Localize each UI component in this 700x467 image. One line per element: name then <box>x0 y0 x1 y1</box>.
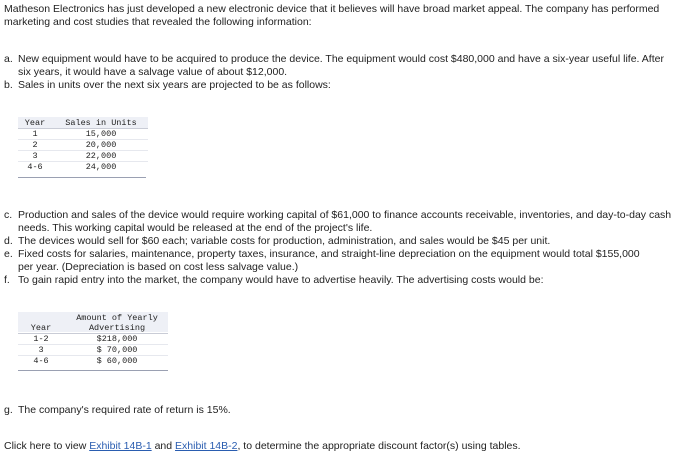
table-cell: $ 60,000 <box>96 356 138 366</box>
item-c <box>4 209 684 235</box>
table-cell: 20,000 <box>85 140 117 150</box>
table-cell: 2 <box>32 140 38 150</box>
item-letter: b. <box>4 79 13 91</box>
footer-prefix: Click here to view <box>4 440 90 452</box>
table-cell: 22,000 <box>85 151 117 161</box>
item-f <box>4 274 684 287</box>
item-b <box>4 79 684 92</box>
item-text: New equipment would have to be acquired to produce the device. The equipment would cost $480,000 and have a six-year useful life. After six years, it would have a salvage value of about $12,000. <box>18 53 664 78</box>
item-text: Sales in units over the next six years are projected to be as follows: <box>18 79 331 91</box>
item-letter: g. <box>4 404 13 416</box>
item-e <box>4 248 684 274</box>
advertising-table <box>18 312 168 370</box>
sales-header-units: Sales in Units <box>65 118 137 128</box>
table-cell: 1-2 <box>33 334 49 344</box>
intro-paragraph: Matheson Electronics has just developed a new electronic device that it believes will have broad market appeal. The company has performed marketing and cost studies that revealed the following information: <box>4 3 660 28</box>
table-cell: 3 <box>32 151 38 161</box>
table-cell: $ 70,000 <box>96 345 138 355</box>
item-letter: a. <box>4 53 13 65</box>
sales-header-year: Year <box>24 118 46 128</box>
item-text: The company's required rate of return is 15%. <box>18 404 231 416</box>
exhibit-14b-2-link[interactable]: Exhibit 14B-2 <box>175 440 238 452</box>
item-g <box>4 404 684 417</box>
table-cell: $218,000 <box>96 334 138 344</box>
item-text: Production and sales of the device would require working capital of $61,000 to finance accounts receivable, inventories, and day-to-day cash needs. This working capital would be released at the end of the project's life. <box>18 209 672 234</box>
adv-header-amount-line1: Amount of Yearly <box>76 313 158 323</box>
table-cell: 24,000 <box>85 162 117 172</box>
table-cell: 15,000 <box>85 129 117 139</box>
item-text: Fixed costs for salaries, maintenance, property taxes, insurance, and straight-line depreciation on the equipment would total $155,000 per year. (Depreciation is based on cost less salvage value.) <box>18 248 640 273</box>
item-text: To gain rapid entry into the market, the company would have to advertise heavily. The advertising costs would be: <box>18 274 544 286</box>
adv-header-amount-line2: Advertising <box>88 323 146 333</box>
item-a <box>4 53 684 79</box>
table-cell: 4-6 <box>33 356 49 366</box>
item-letter: d. <box>4 235 13 247</box>
table-cell: 1 <box>32 129 38 139</box>
exhibit-instructions <box>4 440 694 453</box>
item-letter: e. <box>4 248 13 260</box>
exhibit-14b-1-link[interactable]: Exhibit 14B-1 <box>89 440 152 452</box>
table-cell: 4-6 <box>27 162 43 172</box>
item-text: The devices would sell for $60 each; variable costs for production, administration, and sales would be $45 per unit. <box>18 235 551 247</box>
table-cell: 3 <box>38 345 44 355</box>
table-divider <box>18 177 146 178</box>
item-letter: c. <box>4 209 13 221</box>
table-divider <box>18 370 168 371</box>
footer-suffix: , to determine the appropriate discount factor(s) using tables. <box>237 440 521 452</box>
adv-header-year: Year <box>30 323 52 333</box>
item-d <box>4 235 684 248</box>
item-letter: f. <box>4 274 10 286</box>
sales-table <box>18 117 148 181</box>
footer-middle: and <box>151 440 176 452</box>
